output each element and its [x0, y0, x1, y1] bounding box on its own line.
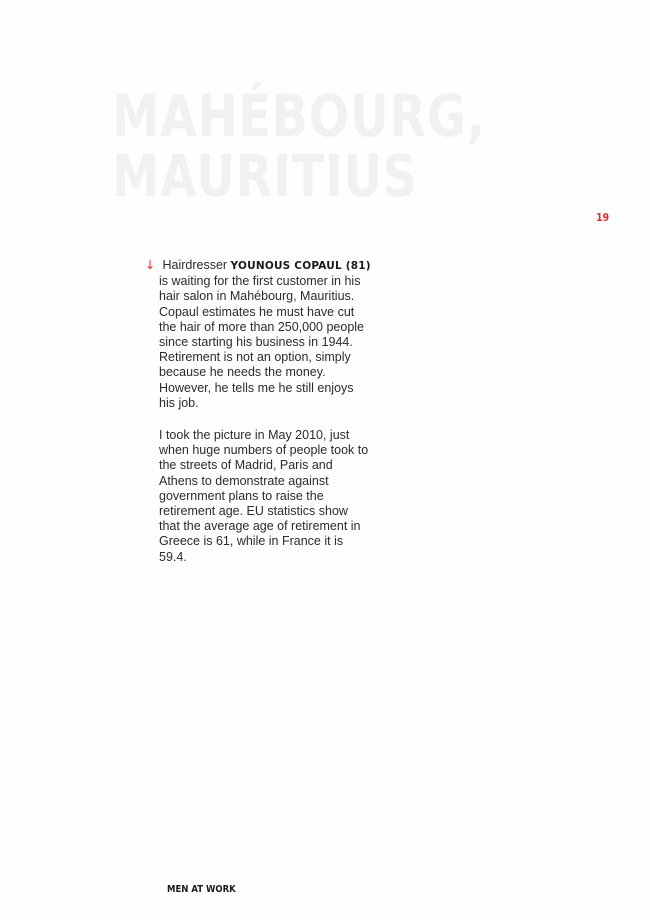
section-title: MEN AT WORK	[167, 884, 236, 895]
subject-name: YOUNOUS COPAUL (81)	[230, 260, 371, 272]
paragraph-intro: Hairdresser	[159, 258, 231, 272]
arrow-down-icon: ↓	[145, 258, 156, 272]
location-title-line1: MAHÉBOURG,	[112, 82, 486, 150]
location-title-line2: MAURITIUS	[112, 142, 419, 210]
page-number: 19	[595, 211, 609, 224]
article-paragraph-1	[145, 258, 371, 411]
article-text	[145, 258, 371, 582]
article-paragraph-2: I took the picture in May 2010, just when huge numbers of people took to the streets of Madrid, Paris and Athens to demonstrate against government plans to raise the retirement age. EU statistics show that the average age of retirement in Greece is 61, while in France it is 59.4.	[159, 428, 369, 564]
paragraph-body: is waiting for the first customer in his hair salon in Mahébourg, Mauritius. Copaul estimates he must have cut the hair of more than 250,000 people since starting his business in 1944. Retirement is not an option, simply because he needs the money. However, he tells me he still enjoys his job.	[159, 274, 365, 410]
location-title	[112, 82, 486, 210]
